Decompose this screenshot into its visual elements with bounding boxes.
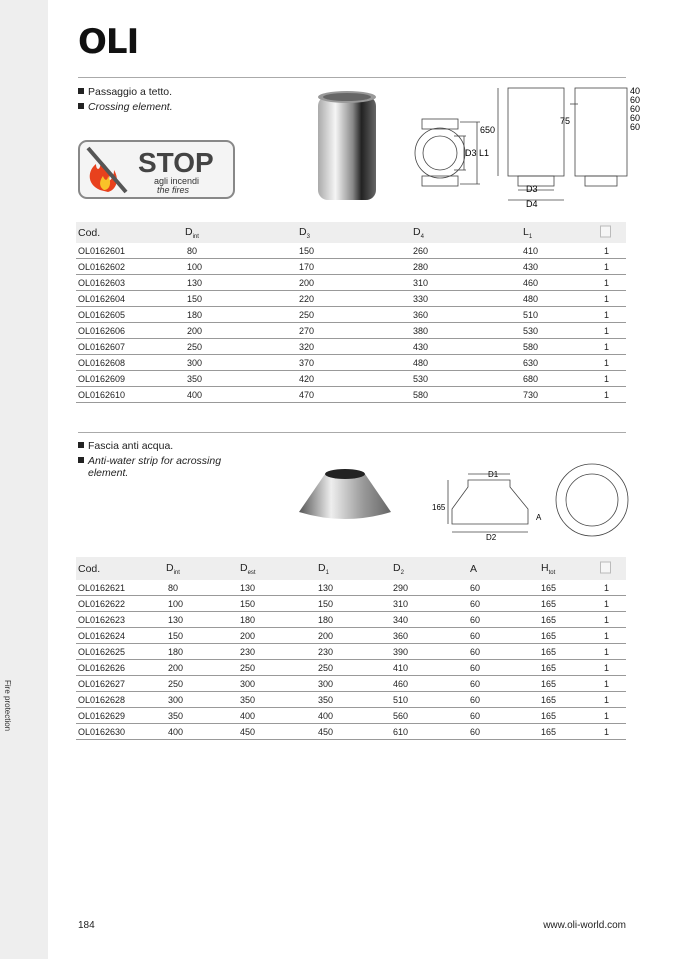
table-cell: 510 xyxy=(393,694,409,705)
table-cell: 60 xyxy=(470,726,481,737)
table-cell: OL0162623 xyxy=(78,614,126,625)
table-cell: 340 xyxy=(393,614,409,625)
table-cell: 1 xyxy=(604,694,610,705)
label-a: A xyxy=(536,513,542,522)
table-cell: 230 xyxy=(240,646,256,657)
table-row xyxy=(76,596,626,612)
table-cell: 250 xyxy=(187,341,203,352)
table-cell: 150 xyxy=(240,598,256,609)
table-cell: 1 xyxy=(604,309,610,320)
label-d2: D2 xyxy=(486,533,497,542)
table-cell: 580 xyxy=(413,389,429,400)
table-cell: 350 xyxy=(168,710,184,721)
table-cell: 165 xyxy=(541,646,557,657)
table-row xyxy=(76,724,626,740)
table-cell: 1 xyxy=(604,261,610,272)
table-cell: 165 xyxy=(541,630,557,641)
table-cell: 350 xyxy=(318,694,334,705)
table-cell: 360 xyxy=(413,309,429,320)
table-cell: 270 xyxy=(299,325,315,336)
table-cell: 165 xyxy=(541,614,557,625)
table-cell: OL0162607 xyxy=(78,341,126,352)
table-row xyxy=(76,580,626,596)
table-cell: OL0162629 xyxy=(78,710,126,721)
table-cell: 630 xyxy=(523,357,539,368)
table-cell: OL0162602 xyxy=(78,261,126,272)
oli-logo: OLI xyxy=(78,22,139,62)
table-cell: OL0162605 xyxy=(78,309,126,320)
package-icon xyxy=(600,225,611,240)
table-cell: 300 xyxy=(240,678,256,689)
table-cell: 310 xyxy=(413,277,429,288)
table-cell: 260 xyxy=(413,245,429,256)
crossing-element-photo xyxy=(312,88,384,206)
crossing-element-table xyxy=(76,222,626,403)
table-row xyxy=(76,628,626,644)
table-cell: OL0162608 xyxy=(78,357,126,368)
table-cell: OL0162628 xyxy=(78,694,126,705)
table-cell: 400 xyxy=(240,710,256,721)
svg-text:40: 40 xyxy=(630,86,641,96)
table-header: Cod. $D_{int}$ $D_{est}$ $D_1$ $D_2$ A $H_{tot}$ xyxy=(76,557,626,580)
table-cell: 250 xyxy=(299,309,315,320)
table-cell: 300 xyxy=(187,357,203,368)
table-row xyxy=(76,676,626,692)
svg-text:60: 60 xyxy=(630,113,641,123)
table-cell: 165 xyxy=(541,662,557,673)
side-tab xyxy=(0,0,48,959)
table-cell: 220 xyxy=(299,293,315,304)
section2-title-it: Fascia anti acqua. xyxy=(78,440,173,452)
table-cell: 200 xyxy=(168,662,184,673)
table-cell: 1 xyxy=(604,389,610,400)
table-cell: 250 xyxy=(240,662,256,673)
table-cell: 380 xyxy=(413,325,429,336)
table-cell: OL0162630 xyxy=(78,726,126,737)
table-row xyxy=(76,612,626,628)
table-cell: 80 xyxy=(168,582,179,593)
table-cell: 1 xyxy=(604,277,610,288)
table-cell: 370 xyxy=(299,357,315,368)
table-cell: 580 xyxy=(523,341,539,352)
table-cell: 1 xyxy=(604,678,610,689)
table-cell: OL0162622 xyxy=(78,598,126,609)
table-cell: OL0162604 xyxy=(78,293,126,304)
table-row xyxy=(76,660,626,676)
table-row xyxy=(76,323,626,339)
package-icon xyxy=(600,561,611,576)
table-cell: OL0162624 xyxy=(78,630,126,641)
table-cell: 610 xyxy=(393,726,409,737)
table-cell: 60 xyxy=(470,646,481,657)
table-header: Cod. $D_{int}$ $D_3$ $D_4$ $L_1$ xyxy=(76,222,626,243)
table-cell: 60 xyxy=(470,614,481,625)
table-cell: 420 xyxy=(299,373,315,384)
table-cell: 150 xyxy=(168,630,184,641)
table-cell: 360 xyxy=(393,630,409,641)
table-cell: OL0162625 xyxy=(78,646,126,657)
table-cell: 430 xyxy=(413,341,429,352)
label-650: 650 xyxy=(480,125,496,135)
table-cell: OL0162626 xyxy=(78,662,126,673)
table-cell: 450 xyxy=(240,726,256,737)
label-d3: D3 xyxy=(465,148,477,158)
table-row xyxy=(76,243,626,259)
table-cell: 350 xyxy=(187,373,203,384)
table-cell: 290 xyxy=(393,582,409,593)
table-cell: 1 xyxy=(604,646,610,657)
table-cell: 390 xyxy=(393,646,409,657)
table-cell: 60 xyxy=(470,694,481,705)
divider xyxy=(78,77,626,78)
table-cell: 150 xyxy=(299,245,315,256)
table-cell: 150 xyxy=(318,598,334,609)
table-cell: 1 xyxy=(604,630,610,641)
table-cell: 60 xyxy=(470,582,481,593)
table-row xyxy=(76,291,626,307)
table-cell: 100 xyxy=(187,261,203,272)
table-cell: OL0162606 xyxy=(78,325,126,336)
label-d4: D4 xyxy=(526,199,538,209)
table-row xyxy=(76,355,626,371)
table-cell: 450 xyxy=(318,726,334,737)
table-cell: 1 xyxy=(604,341,610,352)
table-cell: 280 xyxy=(413,261,429,272)
table-cell: 1 xyxy=(604,726,610,737)
table-cell: 170 xyxy=(299,261,315,272)
table-cell: 250 xyxy=(168,678,184,689)
table-cell: 165 xyxy=(541,598,557,609)
table-cell: 130 xyxy=(240,582,256,593)
label-d3-bottom: D3 xyxy=(526,184,538,194)
stop-fire-badge xyxy=(78,140,236,200)
table-cell: 200 xyxy=(299,277,315,288)
table-cell: OL0162603 xyxy=(78,277,126,288)
table-cell: 530 xyxy=(523,325,539,336)
table-cell: 1 xyxy=(604,293,610,304)
table-cell: 230 xyxy=(318,646,334,657)
svg-text:60: 60 xyxy=(630,95,641,105)
table-cell: 130 xyxy=(168,614,184,625)
table-cell: 165 xyxy=(541,678,557,689)
table-cell: 150 xyxy=(187,293,203,304)
table-cell: 310 xyxy=(393,598,409,609)
table-cell: 200 xyxy=(187,325,203,336)
table-cell: 400 xyxy=(168,726,184,737)
table-cell: 300 xyxy=(168,694,184,705)
table-row xyxy=(76,259,626,275)
table-cell: 1 xyxy=(604,373,610,384)
table-cell: 60 xyxy=(470,630,481,641)
page-number: 184 xyxy=(78,920,95,931)
table-row xyxy=(76,644,626,660)
table-cell: 165 xyxy=(541,726,557,737)
label-d1: D1 xyxy=(488,470,499,479)
table-cell: 165 xyxy=(541,710,557,721)
section1-title-en: Crossing element. xyxy=(78,101,173,113)
anti-water-strip-photo xyxy=(295,462,395,526)
stop-text: STOP xyxy=(138,147,214,178)
table-row xyxy=(76,371,626,387)
table-cell: 100 xyxy=(168,598,184,609)
table-cell: 165 xyxy=(541,694,557,705)
table-cell: 410 xyxy=(393,662,409,673)
table-cell: 460 xyxy=(393,678,409,689)
table-cell: 730 xyxy=(523,389,539,400)
label-75: 75 xyxy=(560,116,571,126)
table-cell: 1 xyxy=(604,357,610,368)
table-cell: 200 xyxy=(318,630,334,641)
table-cell: 1 xyxy=(604,710,610,721)
label-165: 165 xyxy=(432,503,446,512)
divider xyxy=(78,432,626,433)
table-cell: 130 xyxy=(187,277,203,288)
table-cell: 320 xyxy=(299,341,315,352)
table-cell: 1 xyxy=(604,614,610,625)
table-cell: OL0162609 xyxy=(78,373,126,384)
table-cell: 680 xyxy=(523,373,539,384)
table-cell: 460 xyxy=(523,277,539,288)
table-cell: 1 xyxy=(604,662,610,673)
anti-water-strip-table xyxy=(76,557,626,740)
table-cell: 400 xyxy=(318,710,334,721)
table-cell: 180 xyxy=(318,614,334,625)
table-row xyxy=(76,275,626,291)
table-cell: 60 xyxy=(470,662,481,673)
table-cell: 180 xyxy=(240,614,256,625)
table-cell: 1 xyxy=(604,598,610,609)
table-cell: 330 xyxy=(413,293,429,304)
side-label: Fire protection xyxy=(3,680,12,732)
table-cell: 560 xyxy=(393,710,409,721)
table-row xyxy=(76,692,626,708)
table-cell: 60 xyxy=(470,678,481,689)
table-cell: 510 xyxy=(523,309,539,320)
table-cell: 1 xyxy=(604,582,610,593)
label-l1: L1 xyxy=(479,148,490,158)
table-row xyxy=(76,307,626,323)
table-row xyxy=(76,387,626,403)
table-cell: 200 xyxy=(240,630,256,641)
table-cell: OL0162610 xyxy=(78,389,126,400)
table-cell: 430 xyxy=(523,261,539,272)
table-cell: 400 xyxy=(187,389,203,400)
table-cell: 480 xyxy=(523,293,539,304)
stop-line2: the fires xyxy=(157,185,190,195)
table-cell: 480 xyxy=(413,357,429,368)
table-cell: 470 xyxy=(299,389,315,400)
section2-title-en: Anti-water strip for acrossing element. xyxy=(78,455,248,479)
svg-text:60: 60 xyxy=(630,104,641,114)
crossing-element-diagram xyxy=(410,84,650,214)
svg-text:60: 60 xyxy=(630,122,641,132)
table-cell: 60 xyxy=(470,598,481,609)
website-url[interactable]: www.oli-world.com xyxy=(543,920,626,931)
table-cell: 250 xyxy=(318,662,334,673)
table-cell: 130 xyxy=(318,582,334,593)
anti-water-strip-diagram xyxy=(430,462,630,542)
table-cell: OL0162627 xyxy=(78,678,126,689)
table-cell: 165 xyxy=(541,582,557,593)
table-cell: 180 xyxy=(187,309,203,320)
table-cell: 80 xyxy=(187,245,198,256)
table-cell: 410 xyxy=(523,245,539,256)
table-cell: 1 xyxy=(604,245,610,256)
stop-line1: agli incendi xyxy=(154,176,200,186)
table-cell: OL0162601 xyxy=(78,245,126,256)
table-row xyxy=(76,708,626,724)
table-row xyxy=(76,339,626,355)
table-cell: 1 xyxy=(604,325,610,336)
table-cell: 530 xyxy=(413,373,429,384)
table-cell: 60 xyxy=(470,710,481,721)
section1-title-it: Passaggio a tetto. xyxy=(78,86,172,98)
table-cell: OL0162621 xyxy=(78,582,126,593)
table-cell: 300 xyxy=(318,678,334,689)
table-cell: 180 xyxy=(168,646,184,657)
table-cell: 350 xyxy=(240,694,256,705)
